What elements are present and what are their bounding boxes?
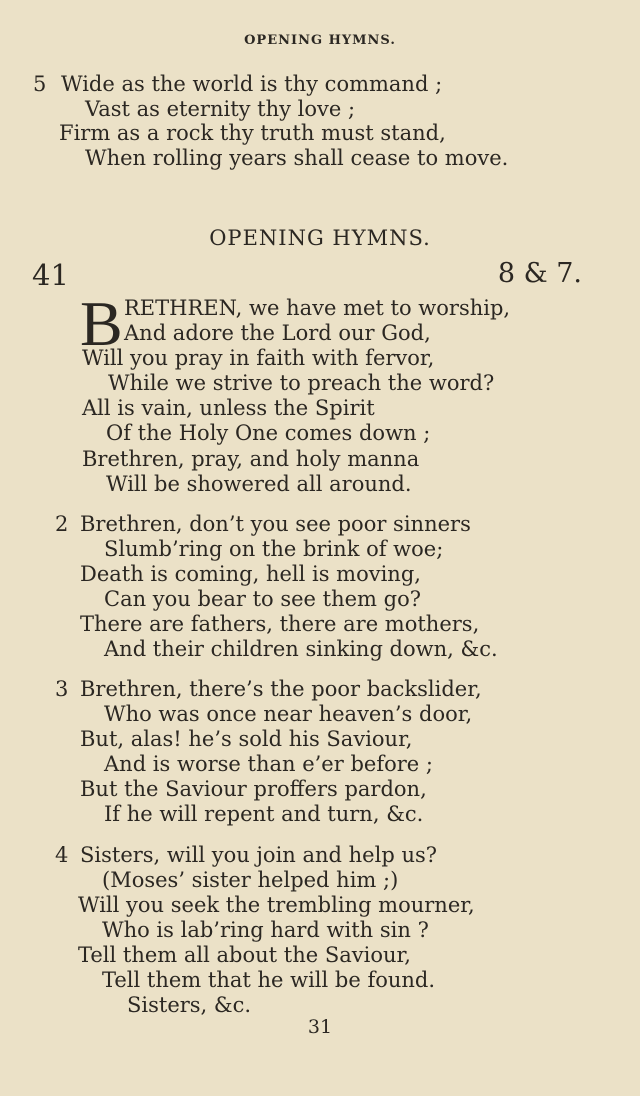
verse-line: RETHREN, we have met to worship, (124, 296, 511, 320)
verse-line: But the Saviour proffers pardon, (80, 777, 427, 801)
verse-number: 5 (33, 72, 47, 96)
verse-line: Will you seek the trembling mourner, (78, 893, 475, 917)
verse-line: Sisters, &c. (127, 993, 252, 1017)
verse-line: Brethren, pray, and holy manna (82, 447, 420, 471)
verse-line: Will be showered all around. (106, 472, 412, 496)
verse-line: Of the Holy One comes down ; (106, 421, 431, 445)
verse-line: And adore the Lord our God, (124, 321, 431, 345)
hymn-meter: 8 & 7. (497, 258, 582, 289)
verse-line: Can you bear to see them go? (104, 587, 421, 611)
page-number: 31 (307, 1016, 333, 1038)
section-title: OPENING HYMNS. (209, 226, 431, 250)
verse-line: (Moses’ sister helped him ;) (102, 868, 399, 892)
verse-line: Who was once near heaven’s door, (104, 702, 473, 726)
verse-number: 2 (55, 512, 69, 536)
verse-line: And their children sinking down, &c. (104, 637, 498, 661)
running-head: OPENING HYMNS. (244, 33, 396, 48)
verse-number: 3 (55, 677, 69, 701)
verse-number: 4 (55, 843, 69, 867)
verse-line: Tell them all about the Saviour, (78, 943, 411, 967)
verse-line: When rolling years shall cease to move. (85, 146, 509, 170)
verse-line: Tell them that he will be found. (102, 968, 436, 992)
verse-line: Brethren, there’s the poor backslider, (80, 677, 482, 701)
verse-line: Who is lab’ring hard with sin ? (102, 918, 429, 942)
verse-line: Vast as eternity thy love ; (85, 97, 356, 121)
verse-line: And is worse than e’er before ; (104, 752, 433, 776)
verse-line: But, alas! he’s sold his Saviour, (80, 727, 413, 751)
verse-line: Firm as a rock thy truth must stand, (59, 121, 446, 145)
verse-line: Slumb’ring on the brink of woe; (104, 537, 444, 561)
drop-cap: B (80, 288, 123, 359)
verse-line: Brethren, don’t you see poor sinners (80, 512, 471, 536)
verse-line: While we strive to preach the word? (108, 371, 495, 395)
verse-line: If he will repent and turn, &c. (104, 802, 424, 826)
verse-line: Sisters, will you join and help us? (80, 843, 437, 867)
verse-line: There are fathers, there are mothers, (80, 612, 480, 636)
verse-line: Wide as the world is thy command ; (61, 72, 443, 96)
verse-line: All is vain, unless the Spirit (82, 396, 375, 420)
verse-line: Will you pray in faith with fervor, (82, 346, 435, 370)
verse-line: Death is coming, hell is moving, (80, 562, 421, 586)
hymn-number: 41 (32, 258, 69, 292)
